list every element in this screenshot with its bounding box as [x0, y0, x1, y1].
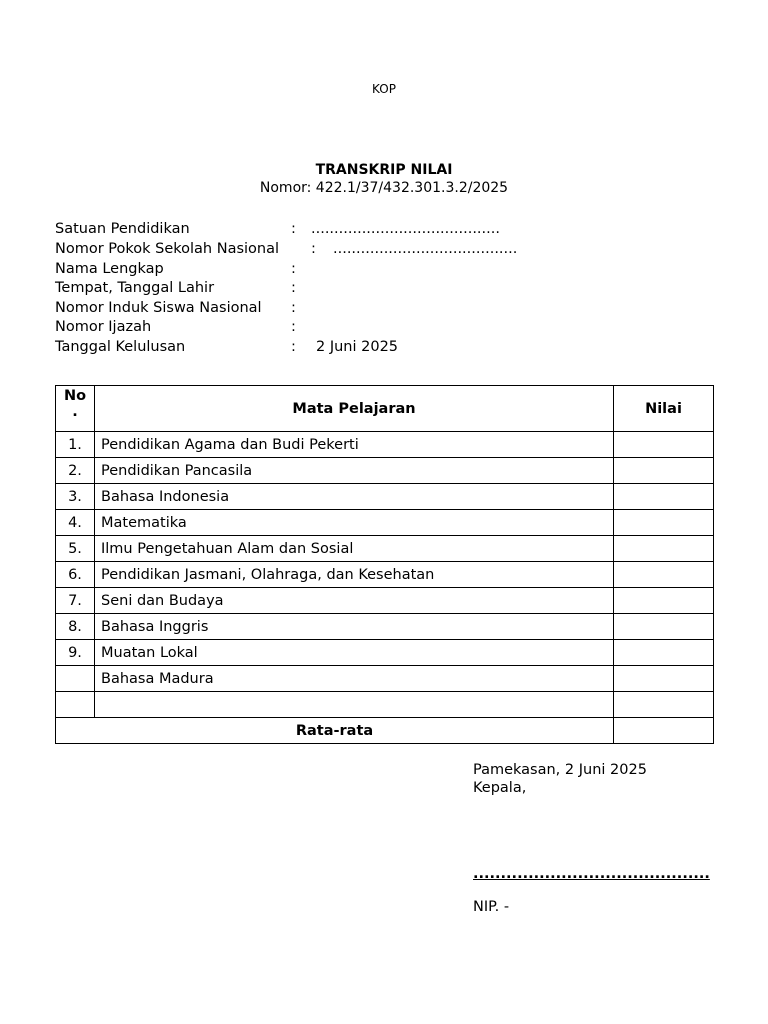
- info-colon: :: [311, 241, 316, 257]
- info-value: ........................................: [333, 241, 518, 257]
- row-number: 4.: [56, 510, 95, 536]
- row-subject: Pendidikan Jasmani, Olahraga, dan Kesehatan: [95, 562, 614, 588]
- info-label: Tanggal Kelulusan: [55, 339, 186, 355]
- row-number: 1.: [56, 432, 95, 458]
- row-number: 9.: [56, 640, 95, 666]
- average-label: Rata-rata: [56, 718, 614, 744]
- row-subject: Bahasa Indonesia: [95, 484, 614, 510]
- info-label: Nomor Pokok Sekolah Nasional: [55, 241, 280, 257]
- row-number: 5.: [56, 536, 95, 562]
- info-colon: :: [291, 300, 296, 316]
- signature-place-date: Pamekasan, 2 Juni 2025: [473, 762, 647, 778]
- info-value: .........................................: [311, 221, 500, 237]
- row-subject: Bahasa Inggris: [95, 614, 614, 640]
- table-row: [56, 484, 714, 510]
- row-number: [56, 666, 95, 692]
- table-row: [56, 536, 714, 562]
- info-value: 2 Juni 2025: [316, 339, 399, 355]
- table-row: [56, 510, 714, 536]
- row-subject: Bahasa Madura: [95, 666, 614, 692]
- info-label: Nomor Induk Siswa Nasional: [55, 300, 262, 316]
- row-subject: Seni dan Budaya: [95, 588, 614, 614]
- table-row: [56, 614, 714, 640]
- row-grade: [614, 432, 714, 458]
- row-number: 8.: [56, 614, 95, 640]
- row-number: 6.: [56, 562, 95, 588]
- row-grade: [614, 666, 714, 692]
- row-grade: [614, 562, 714, 588]
- average-value: [614, 718, 714, 744]
- table-row: [56, 588, 714, 614]
- info-colon: :: [291, 280, 296, 296]
- table-row: [56, 692, 714, 718]
- row-grade: [614, 614, 714, 640]
- row-subject: [95, 692, 614, 718]
- row-subject: Ilmu Pengetahuan Alam dan Sosial: [95, 536, 614, 562]
- info-label: Satuan Pendidikan: [55, 221, 190, 237]
- info-colon: :: [291, 221, 296, 237]
- table-header-row: [56, 386, 714, 432]
- info-label: Nama Lengkap: [55, 261, 164, 277]
- grades-table: [55, 385, 714, 744]
- signature-role: Kepala,: [473, 780, 527, 796]
- info-colon: :: [291, 261, 296, 277]
- row-grade: [614, 588, 714, 614]
- row-grade: [614, 458, 714, 484]
- row-number: 3.: [56, 484, 95, 510]
- row-subject: Pendidikan Pancasila: [95, 458, 614, 484]
- document-number: Nomor: 422.1/37/432.301.3.2/2025: [259, 180, 509, 196]
- row-grade: [614, 692, 714, 718]
- row-number: [56, 692, 95, 718]
- row-number: 2.: [56, 458, 95, 484]
- table-row: [56, 640, 714, 666]
- row-number: 7.: [56, 588, 95, 614]
- row-grade: [614, 510, 714, 536]
- header-grade: Nilai: [614, 386, 714, 432]
- header-no-line1: No: [63, 388, 87, 404]
- row-grade: [614, 536, 714, 562]
- header-no: [56, 386, 95, 432]
- signature-nip: NIP. -: [473, 899, 510, 915]
- table-row: [56, 432, 714, 458]
- info-label: Tempat, Tanggal Lahir: [55, 280, 215, 296]
- signature-name-line: ...........................................: [473, 866, 710, 882]
- info-colon: :: [291, 319, 296, 335]
- info-label: Nomor Ijazah: [55, 319, 152, 335]
- kop-placeholder: KOP: [372, 82, 396, 96]
- header-no-line2: .: [72, 404, 78, 420]
- document-title: TRANSKRIP NILAI: [315, 162, 453, 178]
- table-row: [56, 562, 714, 588]
- row-subject: Matematika: [95, 510, 614, 536]
- header-subject: Mata Pelajaran: [95, 386, 614, 432]
- info-colon: :: [291, 339, 296, 355]
- average-row: [56, 718, 714, 744]
- row-subject: Muatan Lokal: [95, 640, 614, 666]
- table-row: [56, 458, 714, 484]
- table-row: [56, 666, 714, 692]
- row-grade: [614, 484, 714, 510]
- row-grade: [614, 640, 714, 666]
- row-subject: Pendidikan Agama dan Budi Pekerti: [95, 432, 614, 458]
